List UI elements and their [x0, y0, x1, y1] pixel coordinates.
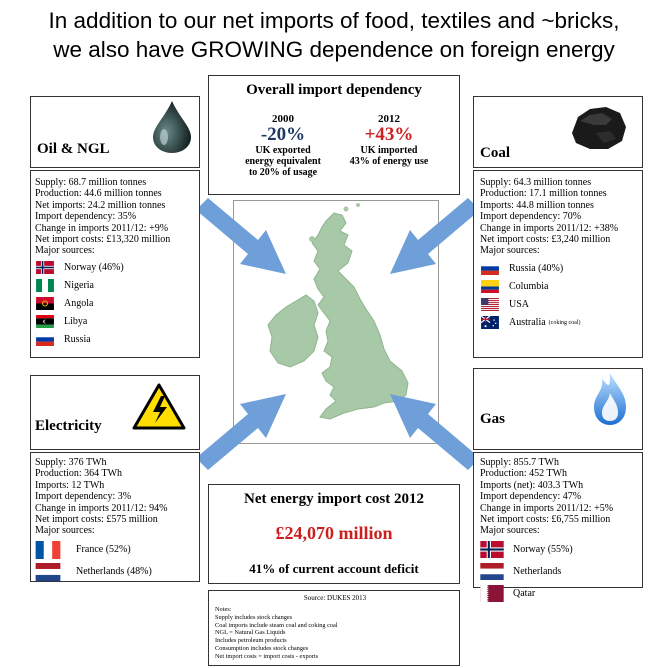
note-line: Includes petroleum products — [215, 637, 287, 645]
note-line: Net import costs = import costs - exports — [215, 652, 319, 660]
electricity-stat: Import dependency: 3% — [35, 491, 132, 503]
russia-flag-icon — [480, 262, 500, 275]
gas-stat: Import dependency: 47% — [480, 491, 582, 503]
coal-arrow — [388, 196, 480, 276]
norway-flag-icon — [480, 541, 504, 558]
colombia-flag-icon — [480, 280, 500, 293]
coal-stat: Import dependency: 70% — [480, 211, 582, 223]
source-label: Russia — [64, 334, 91, 346]
electricity-sources — [35, 539, 199, 583]
coal-sources — [480, 260, 642, 332]
note-line: Supply includes stock changes — [215, 613, 293, 621]
source-label: Columbia — [509, 281, 549, 293]
gas-sources — [480, 539, 642, 605]
netherlands-flag-icon — [480, 563, 504, 580]
oil-stats — [35, 177, 199, 257]
note-line: NGL = Natural Gas Liquids — [215, 629, 286, 637]
value-2012: +43% — [364, 124, 414, 145]
note-line: Notes: — [215, 606, 232, 613]
notes-panel — [208, 590, 460, 666]
headline — [0, 6, 668, 64]
libya-flag-icon — [35, 315, 55, 328]
netherlands-flag-icon — [35, 563, 61, 581]
oil-stat: Production: 44.6 million tonnes — [35, 188, 162, 200]
source-item — [480, 314, 642, 332]
source-label: Qatar — [513, 588, 536, 600]
desc-2000-3: to 20% of usage — [248, 167, 318, 178]
electricity-stat: Major sources: — [35, 525, 95, 537]
source-item — [35, 277, 199, 295]
coal-stat: Imports: 44.8 million tonnes — [480, 199, 594, 211]
shetland-islands — [356, 203, 360, 207]
year-2012: 2012 — [378, 113, 400, 125]
source-label: Russia (40%) — [509, 263, 564, 275]
gas-stat: Major sources: — [480, 525, 540, 537]
note-line: Coal imports include steam coal and coking coal — [215, 621, 338, 629]
notes-lines — [215, 606, 459, 661]
electricity-arrow-shape — [196, 394, 286, 470]
overall-2012 — [339, 113, 439, 167]
source-label: France (52%) — [76, 544, 131, 556]
coal-panel — [473, 96, 643, 168]
hebrides-islands — [309, 236, 315, 242]
gas-stat: Production: 452 TWh — [480, 468, 568, 480]
coal-stat: Major sources: — [480, 245, 540, 257]
coal-stat: Change in imports 2011/12: +38% — [480, 222, 619, 234]
angola-flag-icon — [35, 297, 55, 310]
norway-flag-icon — [35, 261, 55, 274]
desc-2012-1: UK imported — [360, 145, 418, 156]
electricity-panel — [30, 375, 200, 450]
source-item — [480, 278, 642, 296]
source-label: Norway (46%) — [64, 262, 124, 274]
headline-line-1: In addition to our net imports of food, textiles and ~bricks, — [48, 8, 620, 33]
australia-note: (coking coal) — [548, 319, 581, 326]
oil-sources — [35, 259, 199, 349]
source-item — [35, 561, 199, 583]
gas-arrow-shape — [390, 394, 480, 470]
source-label: Netherlands — [513, 566, 562, 578]
gas-title: Gas — [480, 411, 506, 427]
desc-2012-2: 43% of energy use — [349, 156, 429, 167]
high-voltage-icon — [131, 382, 187, 432]
headline-line-2: we also have GROWING dependence on foreign energy — [53, 37, 615, 62]
source-item — [480, 296, 642, 314]
oil-stat: Change in imports 2011/12: +9% — [35, 222, 169, 234]
coal-arrow-shape — [390, 198, 480, 274]
coal-lump-icon — [566, 103, 630, 153]
gas-stat: Net import costs: £6,755 million — [480, 514, 611, 526]
coal-stat: Production: 17.1 million tonnes — [480, 188, 607, 200]
oil-arrow-shape — [196, 198, 286, 274]
source-label: USA — [509, 299, 530, 311]
gas-stats — [480, 457, 642, 537]
oil-panel — [30, 96, 200, 168]
value-2000: -20% — [260, 124, 306, 145]
electricity-stat: Net import costs: £575 million — [35, 514, 158, 526]
source-label: Netherlands (48%) — [76, 566, 152, 578]
electricity-stat: Imports: 12 TWh — [35, 479, 105, 491]
electricity-stat: Supply: 376 TWh — [35, 457, 107, 468]
net-cost-title: Net energy import cost 2012 — [244, 491, 424, 507]
usa-flag-icon — [480, 298, 500, 311]
russia-flag-icon — [35, 333, 55, 346]
oil-stat: Supply: 68.7 million tonnes — [35, 177, 147, 188]
desc-2000-2: energy equivalent — [245, 156, 321, 167]
oil-stat: Net imports: 24.2 million tonnes — [35, 199, 166, 211]
coal-details — [473, 170, 643, 358]
oil-title: Oil & NGL — [37, 141, 110, 157]
electricity-stat: Change in imports 2011/12: 94% — [35, 502, 168, 514]
net-cost-value: £24,070 million — [275, 523, 393, 543]
source-item — [35, 331, 199, 349]
oil-arrow — [196, 196, 288, 276]
overall-2000 — [233, 113, 333, 178]
oil-stat: Import dependency: 35% — [35, 211, 137, 223]
net-cost-panel — [208, 484, 460, 584]
qatar-flag-icon — [480, 585, 504, 602]
gas-flame-icon — [590, 371, 630, 427]
source-label: Australia — [509, 317, 546, 329]
source-item — [35, 539, 199, 561]
year-2000: 2000 — [272, 113, 294, 125]
source-label: Libya — [64, 316, 88, 328]
ireland-shape — [268, 295, 318, 367]
coal-title: Coal — [480, 145, 510, 161]
gas-stat: Supply: 855.7 TWh — [480, 457, 559, 468]
source-label: Norway (55%) — [513, 544, 573, 556]
source-item — [35, 313, 199, 331]
gas-stat: Imports (net): 403.3 TWh — [480, 479, 584, 491]
desc-2000-1: UK exported — [255, 145, 311, 156]
source-item — [480, 260, 642, 278]
electricity-title: Electricity — [35, 418, 102, 434]
electricity-stat: Production: 364 TWh — [35, 468, 123, 480]
source-item — [35, 259, 199, 277]
coal-stats — [480, 177, 642, 257]
coal-stat: Net import costs: £3,240 million — [480, 234, 611, 246]
source-item — [480, 539, 642, 561]
source-item — [480, 583, 642, 605]
overall-dependency-panel — [208, 75, 460, 195]
oil-stat: Major sources: — [35, 245, 95, 257]
france-flag-icon — [35, 541, 61, 559]
source-label: Angola — [64, 298, 94, 310]
electricity-details — [30, 452, 200, 582]
gas-panel — [473, 368, 643, 450]
source-item — [35, 295, 199, 313]
orkney-islands — [344, 207, 349, 212]
source-label: Nigeria — [64, 280, 94, 292]
oil-stat: Net import costs: £13,320 million — [35, 234, 171, 246]
gas-details — [473, 452, 643, 600]
gas-arrow — [388, 392, 480, 472]
nigeria-flag-icon — [35, 279, 55, 292]
electricity-arrow — [196, 392, 288, 472]
oil-details — [30, 170, 200, 358]
notes-source: Source: DUKES 2013 — [303, 594, 367, 602]
coal-stat: Supply: 64.3 million tonnes — [480, 177, 592, 188]
gas-stat: Change in imports 2011/12: +5% — [480, 502, 614, 514]
overall-title: Overall import dependency — [246, 82, 422, 98]
electricity-stats — [35, 457, 199, 537]
oil-drop-icon — [149, 99, 195, 155]
australia-flag-icon — [480, 316, 500, 329]
net-cost-deficit: 41% of current account deficit — [249, 561, 419, 576]
note-line: Consumption includes stock changes — [215, 644, 309, 652]
source-item — [480, 561, 642, 583]
